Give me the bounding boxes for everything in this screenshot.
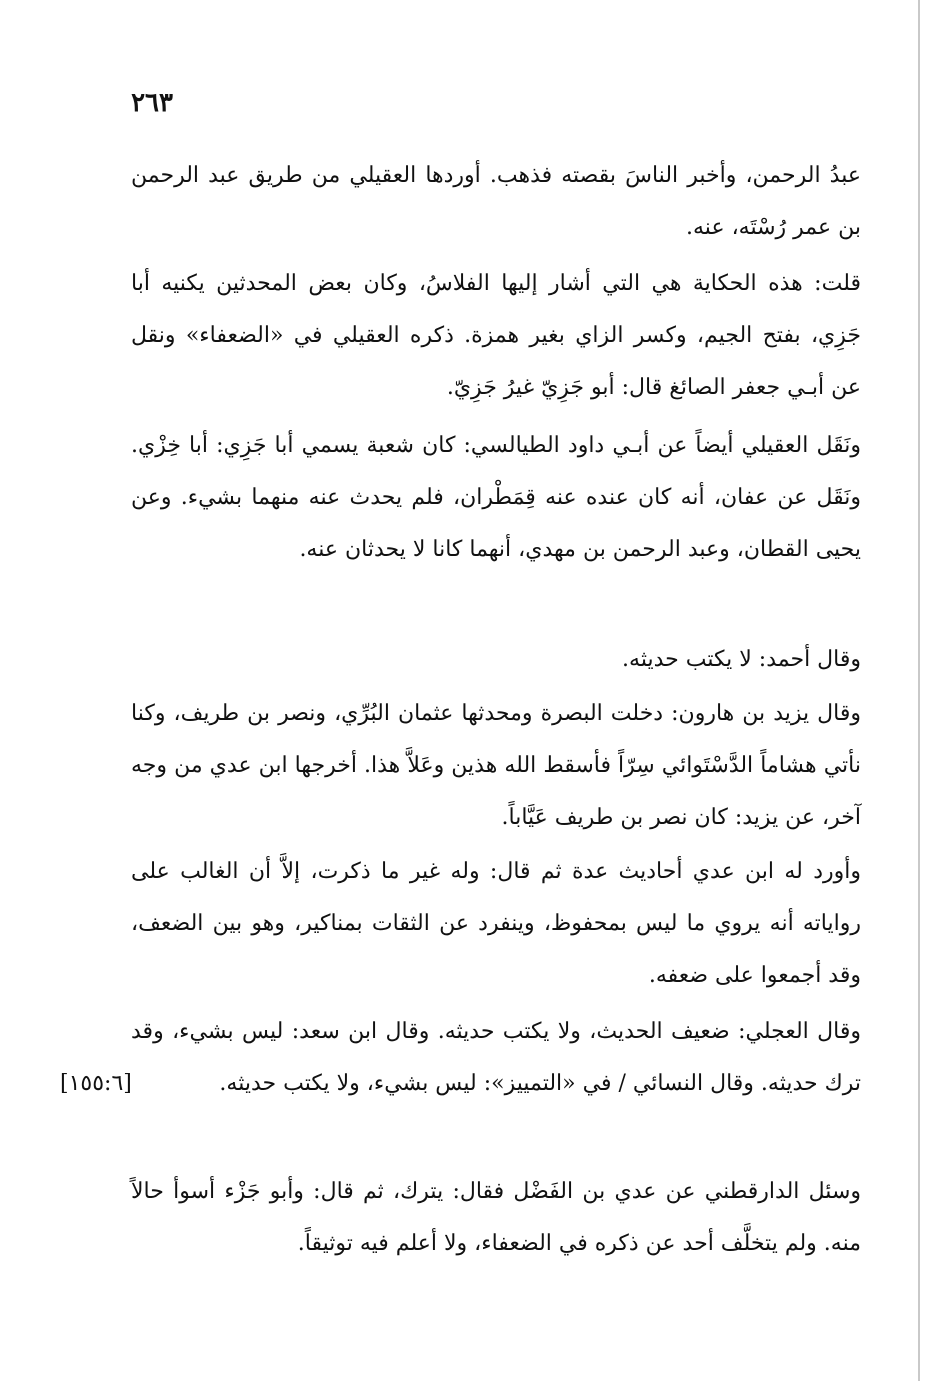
paragraph-1: عبدُ الرحمن، وأخبر الناسَ بقصته فذهب. أوردها العقيلي من طريق عبد الرحمن بن عمر رُسْتَه، عنه. [131,163,861,240]
paragraph-5: وقال يزيد بن هارون: دخلت البصرة ومحدثها عثمان البُرِّي، ونصر بن طريف، وكنا نأتي هشاماً الدَّسْتَوائي سِرّاً فأسقط الله هذين وعَلاَّ هذا. أخرجها ابن عدي من وجه آخر، عن يزيد: كان نصر بن طريف عَيَّاباً. [131,701,861,830]
margin-reference: [١٥٥:٦] [60,1071,132,1096]
page-edge-line [918,0,920,1381]
paragraph-6: وأورد له ابن عدي أحاديث عدة ثم قال: وله غير ما ذكرت، إلاَّ أن الغالب على رواياته أنه يروي ما ليس بمحفوظ، وينفرد عن الثقات بمناكير، وهو بين الضعف، وقد أجمعوا على ضعفه. [131,859,861,988]
paragraph-2: قلت: هذه الحكاية هي التي أشار إليها الفلاسُ، وكان بعض المحدثين يكنيه أبا جَزِي، بفتح الجيم، وكسر الزاي بغير همزة. ذكره العقيلي في «الضعفاء» ونقل عن أبـي جعفر الصائغ قال: أبو جَزِيّ غيرُ جَزِيّ. [131,271,862,400]
paragraph-8: وسئل الدارقطني عن عدي بن الفَضْل فقال: يترك، ثم قال: وأبو جَزْء أسوأ حالاً منه. ولم يتخلَّف أحد عن ذكره في الضعفاء، ولا أعلم فيه توثيقاً. [131,1179,861,1256]
paragraph-3: ونَقَل العقيلي أيضاً عن أبـي داود الطيالسي: كان شعبة يسمي أبا جَزِي: أبا خِزْي. ونَقَل عن عفان، أنه كان عنده عنه قِمَطْران، فلم يحدث عنه منهما بشيء. وعن يحيى القطان، وعبد الرحمن بن مهدي، أنهما كانا لا يحدثان عنه. [131,433,861,562]
paragraph-7: وقال العجلي: ضعيف الحديث، ولا يكتب حديثه. وقال ابن سعد: ليس بشيء، وقد ترك حديثه. وقال النسائي / في «التمييز»: ليس بشيء، ولا يكتب حديثه. [131,1019,861,1096]
page-number: ٢٦٣ [131,88,173,118]
paragraph-4: وقال أحمد: لا يكتب حديثه. [622,647,861,672]
